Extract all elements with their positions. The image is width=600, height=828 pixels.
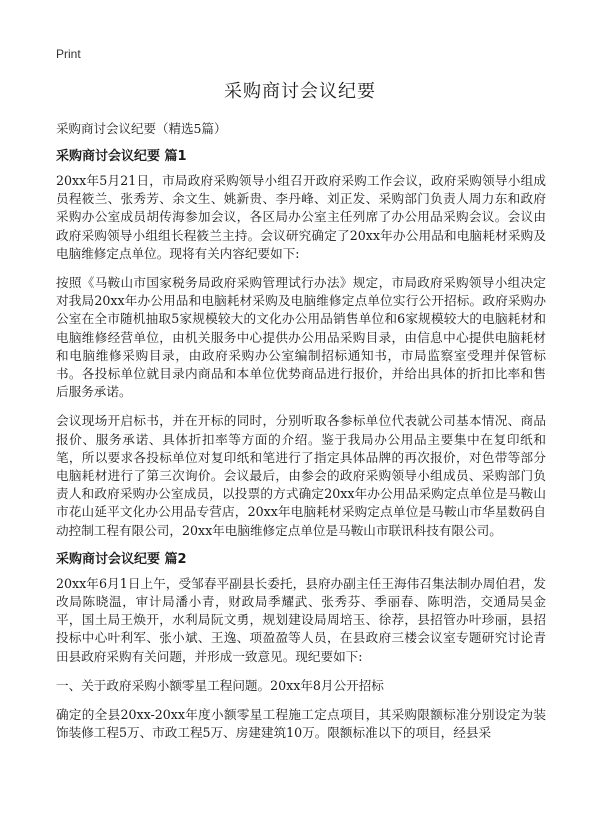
paragraph: 会议现场开启标书，并在开标的同时，分别听取各参标单位代表就公司基本情况、商品报价、服务承诺、具体折扣率等方面的介绍。鉴于我局办公用品主要集中在复印纸和笔，所以要求各投标单位对复印纸和笔进行了指定具体品牌的再次报价，对色带等部分电脑耗材进行了第三次询价。会议最后，由参会的政府采购领导小组成员、采购部门负责人和政府采购办公室成员，以投票的方式确定20xx年办公用品采购定点单位是马鞍山市花山延平文化办公用品专营店，20xx年电脑耗材采购定点单位是马鞍山市华星数码自动控制工程有限公司，20xx年电脑维修定点单位是马鞍山市联讯科技有限公司。	[56, 413, 546, 538]
print-link[interactable]: Print	[56, 47, 81, 61]
section-heading: 采购商讨会议纪要 篇2	[56, 551, 187, 567]
paragraph: 20xx年6月1日上午，受邹春平副县长委托，县府办副主任王海伟召集法制办周伯君，发改局陈晓温，审计局潘小青，财政局季耀武、张秀芬、季丽春、陈明浩，交通局吴金平，国土局王焕开，水利局阮文勇，规划建设局周培玉、徐荐，县招管办叶珍丽，县招投标中心叶利军、张小斌、王逸、项盈盈等人员，在县政府三楼会议室专题研究讨论青田县政府采购有关问题，并形成一致意见。现纪要如下:	[56, 575, 546, 664]
paragraph: 按照《马鞍山市国家税务局政府采购管理试行办法》规定，市局政府采购领导小组决定对我局20xx年办公用品和电脑耗材采购及电脑维修定点单位实行公开招标。政府采购办公室在全市随机抽取5家规模较大的文化办公用品销售单位和6家规模较大的电脑耗材和电脑维修经营单位，由机关服务中心提供办公用品采购目录，由信息中心提供电脑耗材和电脑维修采购目录，由政府采购办公室编制招标通知书，市局监察室受理并保管标书。各投标单位就目录内商品和本单位优势商品进行报价，并给出具体的折扣比率和售后服务承诺。	[56, 275, 546, 400]
document-subtitle: 采购商讨会议纪要（精选5篇）	[56, 121, 227, 136]
paragraph: 确定的全县20xx-20xx年度小额零星工程施工定点项目，其采购限额标准分别设定为装饰装修工程5万、市政工程5万、房建建筑10万。限额标准以下的项目，经县采	[56, 707, 546, 741]
document-body	[56, 120, 546, 753]
section-heading: 采购商讨会议纪要 篇1	[56, 149, 187, 164]
document-title: 采购商讨会议纪要	[224, 81, 376, 102]
paragraph: 一、关于政府采购小额零星工程问题。20xx年8月公开招标	[56, 677, 384, 693]
paragraph: 20xx年5月21日，市局政府采购领导小组召开政府采购工作会议，政府采购领导小组成员程筱兰、张秀芳、余文生、姚新贵、李丹峰、刘正发、采购部门负责人周力东和政府采购办公室成员胡传海参加会议，各区局办公室主任列席了办公用品采购会议。会议由政府采购领导小组组长程筱兰主持。会议研究确定了20xx年办公用品和电脑耗材采购及电脑维修定点单位。现将有关内容纪要如下:	[56, 173, 546, 261]
